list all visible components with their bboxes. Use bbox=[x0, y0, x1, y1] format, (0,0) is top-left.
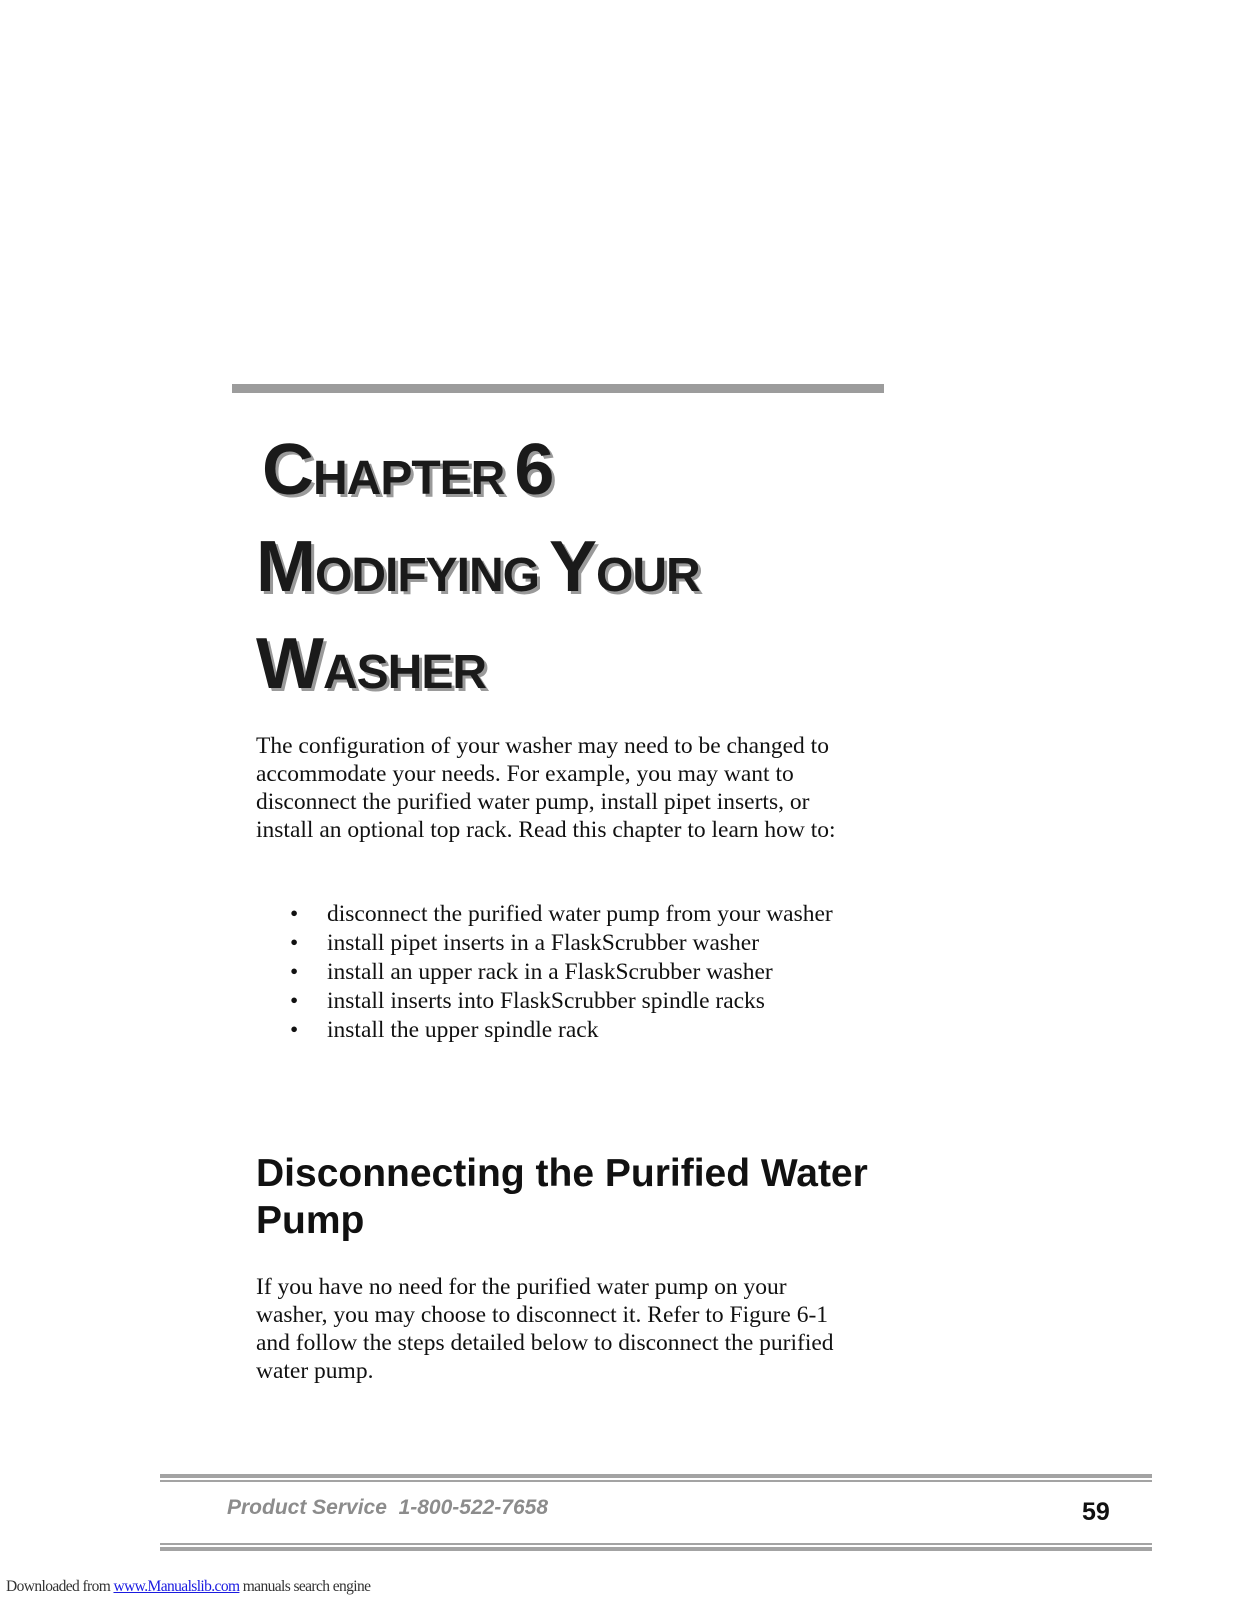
chapter-title-line-1: CHAPTER 6 bbox=[262, 430, 554, 510]
bullet-icon: • bbox=[290, 930, 299, 956]
list-item: • install pipet inserts in a FlaskScrubber washer bbox=[290, 930, 760, 956]
chapter-top-rule bbox=[232, 384, 884, 393]
bullet-icon: • bbox=[290, 901, 299, 927]
bullet-icon: • bbox=[290, 988, 299, 1014]
list-item: • install an upper rack in a FlaskScrubber washer bbox=[290, 959, 773, 985]
list-item: • install inserts into FlaskScrubber spindle racks bbox=[290, 988, 765, 1014]
footer-top-rule-thin bbox=[160, 1480, 1152, 1482]
chapter-title bbox=[256, 428, 700, 719]
section-paragraph: If you have no need for the purified water pump on your washer, you may choose to disconnect it. Refer to Figure 6-1 and follow the steps detailed below to disconnect the purified water pump. bbox=[256, 1274, 834, 1384]
footer-bottom-rule-thin bbox=[160, 1543, 1152, 1545]
manualslib-link[interactable]: www.Manualslib.com bbox=[113, 1578, 240, 1595]
chapter-title-line-3: WASHER bbox=[256, 624, 486, 704]
page-number: 59 bbox=[1082, 1498, 1110, 1526]
task-list bbox=[256, 900, 856, 1045]
footer-product-service: Product Service 1-800-522-7658 bbox=[227, 1496, 549, 1519]
bullet-icon: • bbox=[290, 959, 299, 985]
footer-bottom-rule bbox=[160, 1547, 1152, 1551]
download-note: Downloaded from www.Manualslib.com manuals search engine bbox=[6, 1578, 371, 1595]
chapter-title-line-2: MODIFYING YOUR bbox=[256, 527, 700, 607]
bullet-icon: • bbox=[290, 1017, 299, 1043]
list-item: • disconnect the purified water pump from your washer bbox=[290, 901, 833, 927]
footer-top-rule bbox=[160, 1474, 1152, 1478]
section-heading: Disconnecting the Purified Water Pump bbox=[256, 1152, 868, 1242]
intro-paragraph: The configuration of your washer may need to be changed to accommodate your needs. For example, you may want to disconnect the purified water pump, install pipet inserts, or install an optional top rack. Read this chapter to learn how to: bbox=[256, 733, 836, 843]
list-item: • install the upper spindle rack bbox=[290, 1017, 599, 1043]
